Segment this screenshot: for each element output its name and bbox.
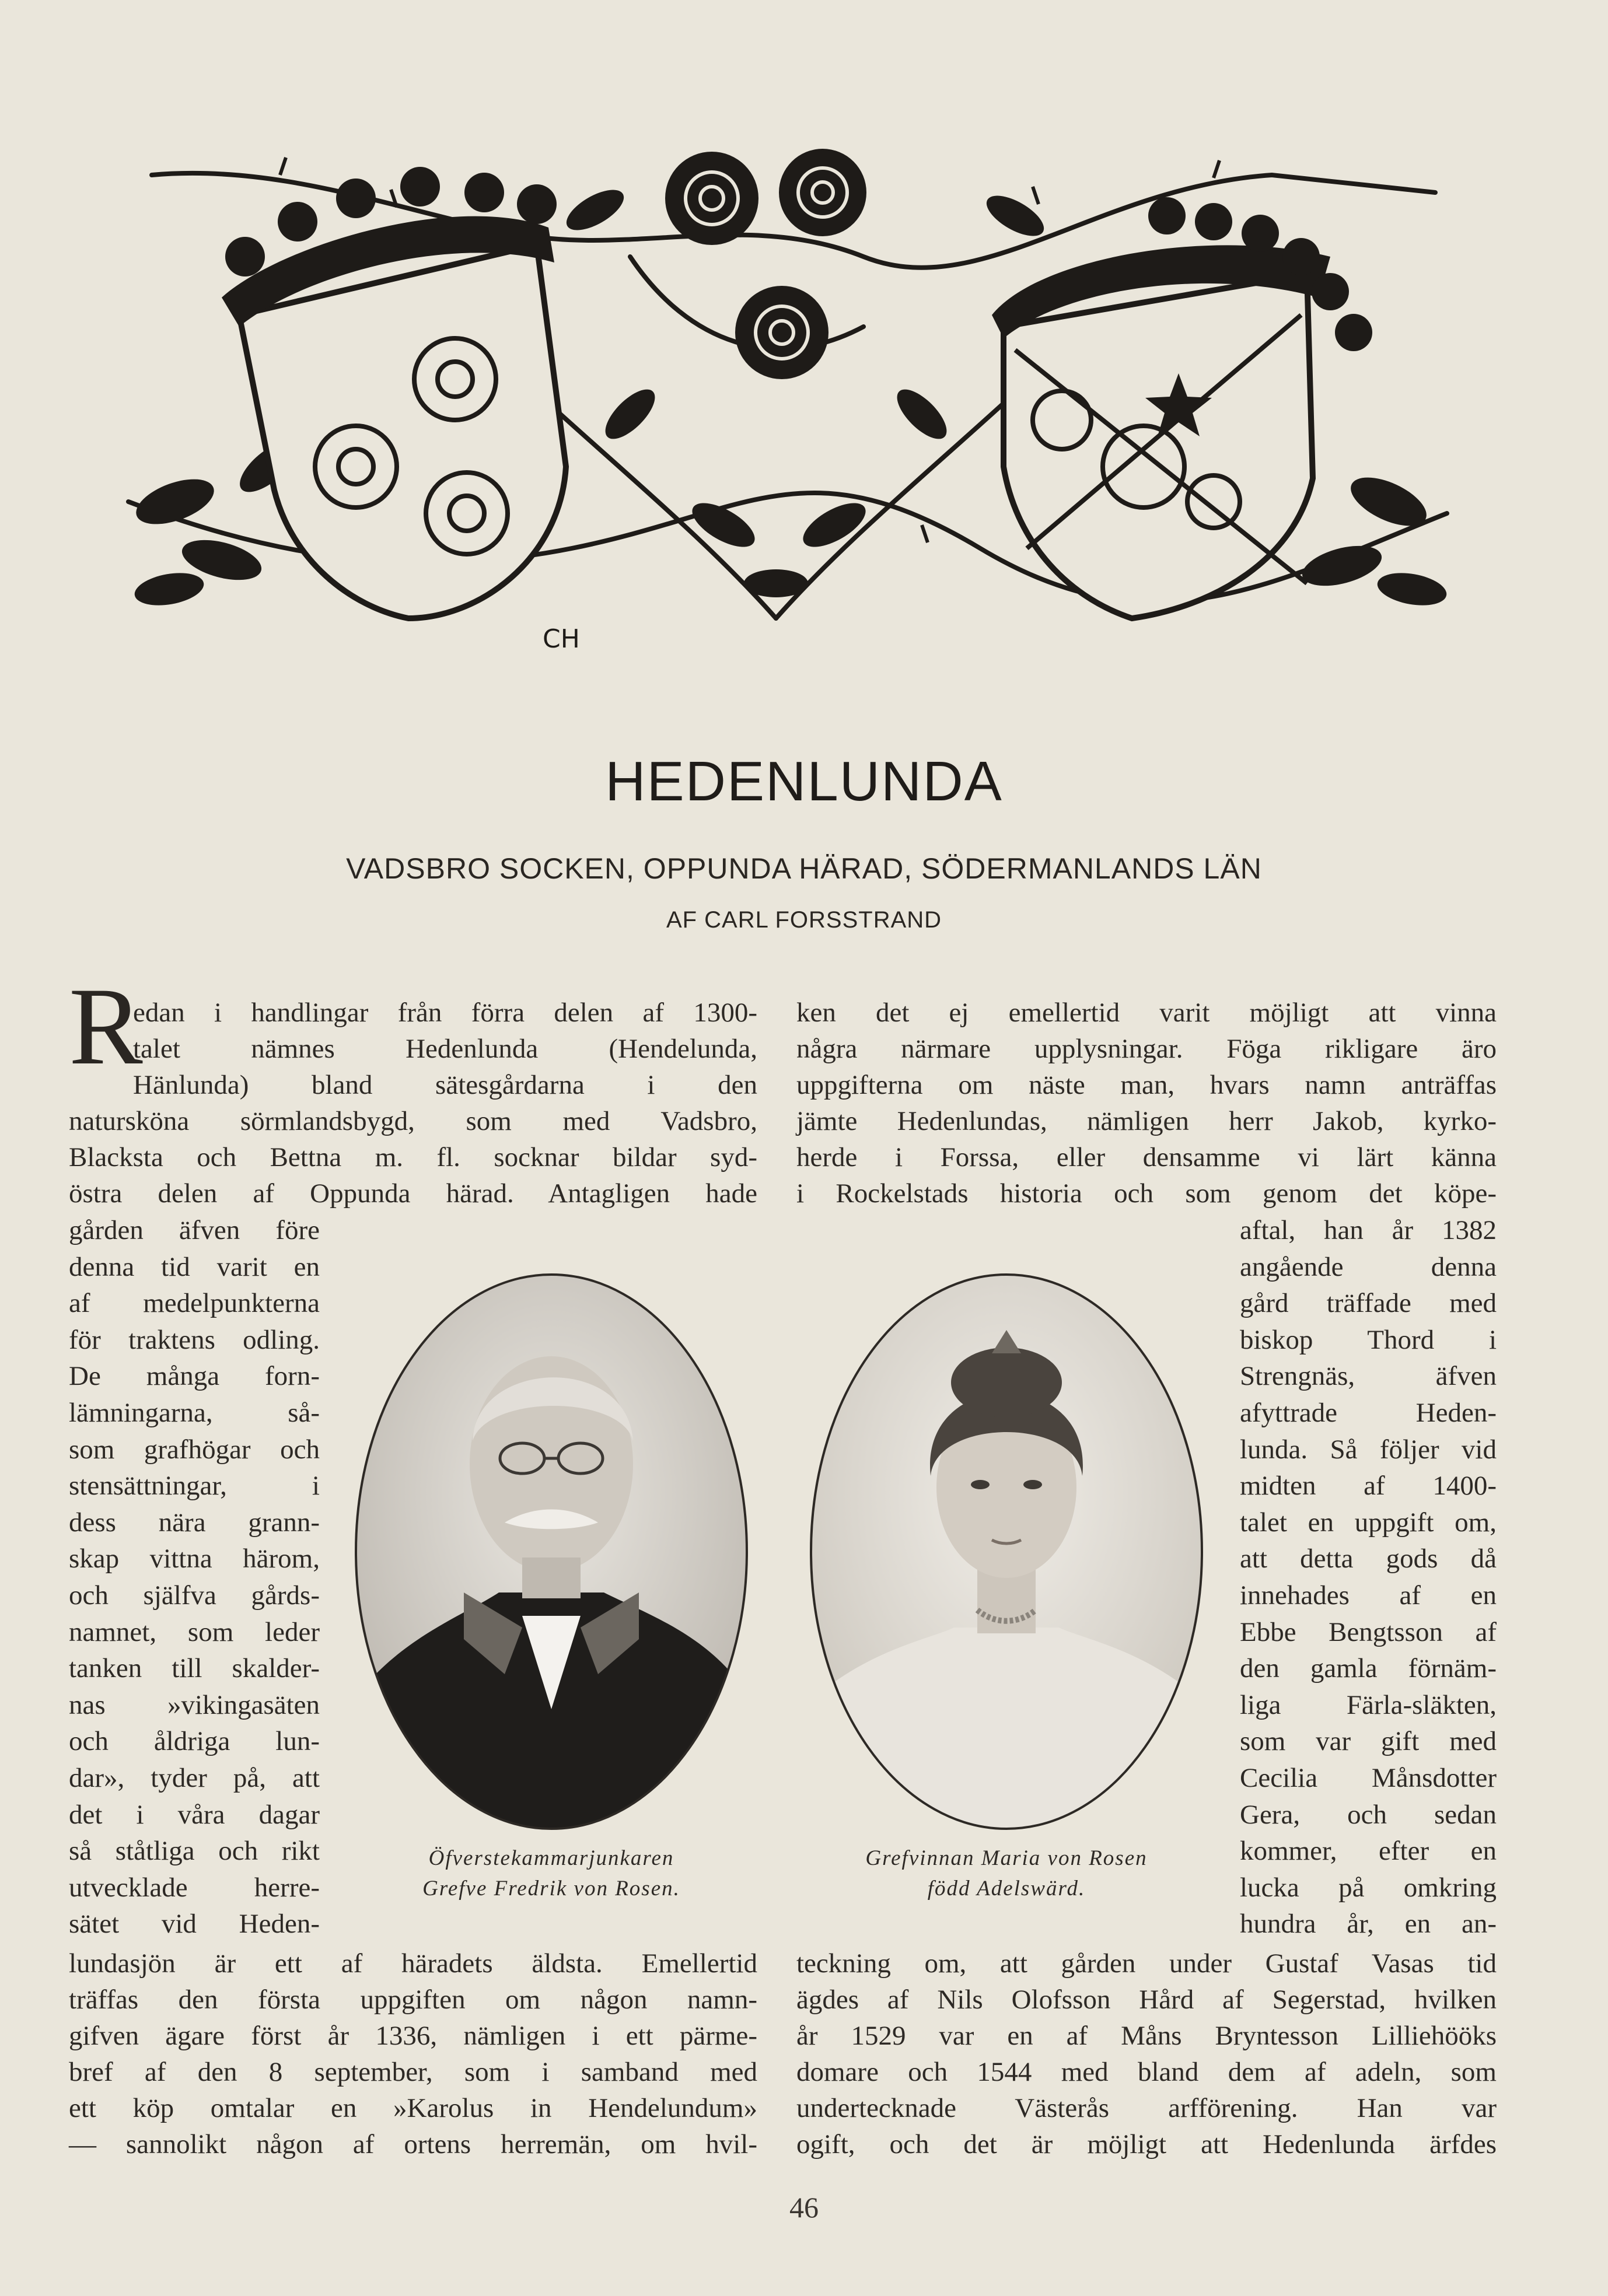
caption-line: Grefve Fredrik von Rosen. (422, 1877, 680, 1901)
portrait-caption (347, 1843, 756, 1904)
page-title: HEDENLUNDA (605, 750, 1003, 813)
text-line: innehades af en (1240, 1580, 1497, 1611)
text-line: bref af den 8 september, som i samband med (69, 2057, 757, 2087)
text-line: tanken till skalder- (69, 1653, 320, 1684)
text-line: lundasjön är ett af häradets äldsta. Emellertid (69, 1948, 757, 1979)
text-line: Strengnäs, äfven (1240, 1361, 1497, 1392)
portrait-countess-maria-von-rosen (802, 1266, 1211, 1838)
text-line: ägdes af Nils Olofsson Hård af Segerstad, hvilken (796, 1985, 1497, 2015)
text-line: dar», tyder på, att (69, 1763, 320, 1793)
page-subtitle: VADSBRO SOCKEN, OPPUNDA HÄRAD, SÖDERMANLANDS LÄN (346, 852, 1262, 885)
text-line: De många forn- (69, 1361, 320, 1392)
text-line: biskop Thord i (1240, 1324, 1497, 1355)
text-line: några närmare upplysningar. Föga rikligare äro (796, 1034, 1497, 1064)
text-line: talet en uppgift om, (1240, 1507, 1497, 1538)
text-line: natursköna sörmlandsbygd, som med Vadsbro, (69, 1106, 757, 1136)
text-line: — sannolikt någon af ortens herremän, om hvil- (69, 2129, 757, 2160)
portrait-caption (802, 1843, 1211, 1904)
text-line: Blacksta och Bettna m. fl. socknar bildar syd- (69, 1142, 757, 1172)
text-line: Hänlunda) bland sätesgårdarna i den (133, 1070, 757, 1100)
author-byline: AF CARL FORSSTRAND (666, 907, 942, 933)
text-line: lämningarna, så- (69, 1398, 320, 1428)
text-line: midten af 1400- (1240, 1471, 1497, 1502)
text-line: den gamla förnäm- (1240, 1653, 1497, 1684)
ornament-monogram: CH (543, 624, 580, 654)
text-line: stensättningar, i (69, 1471, 320, 1502)
text-line: och åldriga lun- (69, 1726, 320, 1757)
drop-cap: R (69, 965, 143, 1088)
text-line: undertecknade Västerås arfförening. Han var (796, 2093, 1497, 2123)
text-line: angående denna (1240, 1251, 1497, 1282)
text-line: som var gift med (1240, 1726, 1497, 1757)
text-line: af medelpunkterna (69, 1288, 320, 1319)
text-line: edan i handlingar från förra delen af 1300- (133, 998, 757, 1028)
text-line: denna tid varit en (69, 1251, 320, 1282)
text-line: namnet, som leder (69, 1616, 320, 1647)
portrait-count-fredrik-von-rosen (347, 1266, 756, 1838)
text-line: afyttrade Heden- (1240, 1398, 1497, 1428)
text-line: gård träffade med (1240, 1288, 1497, 1319)
text-line: aftal, han år 1382 (1240, 1215, 1497, 1245)
text-line: talet nämnes Hedenlunda (Hendelunda, (133, 1034, 757, 1064)
caption-line: Grefvinnan Maria von Rosen (865, 1846, 1148, 1870)
text-line: jämte Hedenlundas, nämligen herr Jakob, kyrko- (796, 1106, 1497, 1136)
text-line: östra delen af Oppunda härad. Antagligen hade (69, 1178, 757, 1209)
text-line: nas »vikingasäten (69, 1689, 320, 1720)
text-line: ett köp omtalar en »Karolus in Hendelundum» (69, 2093, 757, 2123)
text-line: gifven ägare först år 1336, nämligen i ett pärme- (69, 2021, 757, 2051)
text-line: Cecilia Månsdotter (1240, 1763, 1497, 1793)
text-line: Gera, och sedan (1240, 1799, 1497, 1830)
text-line: i Rockelstads historia och som genom det köpe- (796, 1178, 1497, 1209)
text-line: domare och 1544 med bland dem af adeln, som (796, 2057, 1497, 2087)
text-line: teckning om, att gården under Gustaf Vasas tid (796, 1948, 1497, 1979)
text-line: lunda. Så följer vid (1240, 1434, 1497, 1465)
text-line: uppgifterna om näste man, hvars namn anträffas (796, 1070, 1497, 1100)
text-line: och själfva gårds- (69, 1580, 320, 1611)
text-line: ken det ej emellertid varit möjligt att vinna (796, 998, 1497, 1028)
text-line: sätet vid Heden- (69, 1909, 320, 1940)
text-line: gården äfven före (69, 1215, 320, 1245)
text-line: som grafhögar och (69, 1434, 320, 1465)
text-line: så ståtliga och rikt (69, 1836, 320, 1867)
text-line: utvecklade herre- (69, 1872, 320, 1903)
text-line: hundra år, en an- (1240, 1909, 1497, 1940)
text-line: ogift, och det är möjligt att Hedenlunda ärfdes (796, 2129, 1497, 2160)
text-line: att detta gods då (1240, 1544, 1497, 1574)
page-number: 46 (789, 2191, 819, 2224)
text-line: liga Färla-släkten, (1240, 1689, 1497, 1720)
caption-line: Öfverstekammarjunkaren (428, 1846, 674, 1870)
text-line: herde i Forssa, eller densamme vi lärt känna (796, 1142, 1497, 1172)
text-line: skap vittna härom, (69, 1544, 320, 1574)
text-line: Ebbe Bengtsson af (1240, 1616, 1497, 1647)
text-line: träffas den första uppgiften om någon namn- (69, 1985, 757, 2015)
text-line: för traktens odling. (69, 1324, 320, 1355)
text-line: dess nära grann- (69, 1507, 320, 1538)
text-line: lucka på omkring (1240, 1872, 1497, 1903)
caption-line: född Adelswärd. (927, 1877, 1086, 1901)
heraldic-ornament (105, 140, 1459, 665)
text-line: år 1529 var en af Måns Bryntesson Lilliehööks (796, 2021, 1497, 2051)
text-line: det i våra dagar (69, 1799, 320, 1830)
text-line: kommer, efter en (1240, 1836, 1497, 1867)
